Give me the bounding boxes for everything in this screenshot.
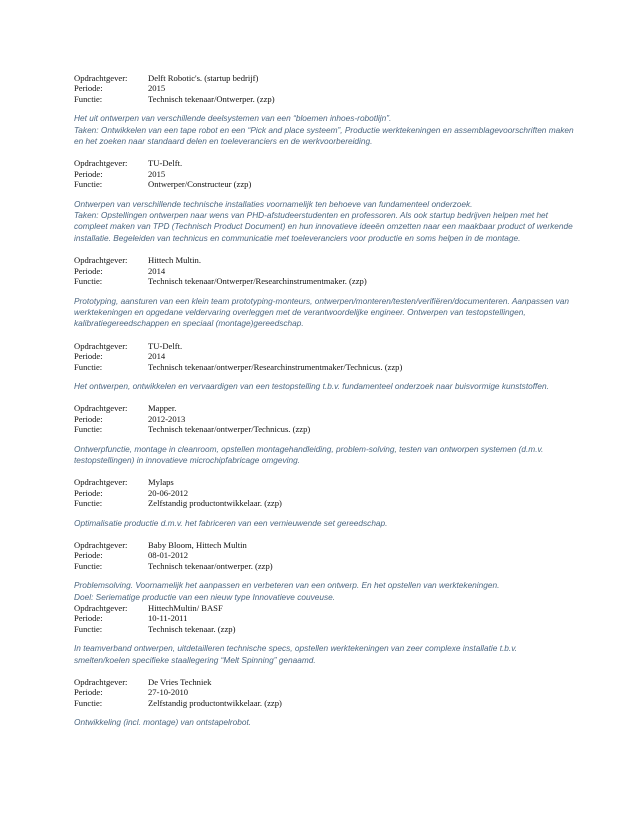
role-value: Technisch tekenaar/ontwerper/Researchinstrumentmaker/Technicus. (zzp) [148,361,403,372]
client-row [74,677,574,687]
role-label: Functie: [74,560,103,571]
description-paragraph: Taken: Ontwikkelen van een tape robot en een “Pick and place systeem”, Productie werktekeningen en assemblagevoorschriften maken en het zoeken naar standaard delen en toeleveranciers en de werkvoorbereiding. [74,124,574,147]
role-value: Technisch tekenaar/Ontwerper. (zzp) [148,93,275,104]
client-value: TU-Delft. [148,158,183,169]
period-label: Periode: [74,613,103,624]
client-value: TU-Delft. [148,340,183,351]
description-paragraph: Ontwikkeling (incl. montage) van ontstapelrobot. [74,717,252,728]
period-value: 08-01-2012 [148,550,189,561]
role-row [74,498,574,508]
role-value: Technisch tekenaar/ontwerper/Technicus. (zzp) [148,424,311,435]
role-value: Zelfstandig productontwikkelaar. (zzp) [148,498,282,509]
experience-entry [74,255,574,329]
period-label: Periode: [74,351,103,362]
period-row [74,687,574,697]
period-row [74,351,574,361]
client-value: HittechMultin/ BASF [148,603,223,614]
client-label: Opdrachtgever: [74,255,128,266]
client-label: Opdrachtgever: [74,340,128,351]
role-label: Functie: [74,276,103,287]
period-row [74,414,574,424]
client-label: Opdrachtgever: [74,73,128,83]
role-row [74,698,574,708]
client-value: Mylaps [148,477,174,488]
entry-description [74,296,574,330]
period-label: Periode: [74,687,103,698]
entry-description [74,199,574,245]
period-row [74,613,574,623]
role-value: Technisch tekenaar/Ontwerper/Researchinstrumentmaker. (zzp) [148,276,367,287]
description-paragraph: Doel: Seriematige productie van een nieuw type Innovatieve couveuse. [74,591,336,602]
description-paragraph: Ontwerpfunctie, montage in cleanroom, opstellen montagehandleiding, problem-solving, testen van ontworpen systemen (d.m.v. testopstellingen) in innovatieve microchipfabricage omgeving. [74,443,544,465]
experience-entry [74,677,574,729]
experience-entry [74,403,574,466]
client-row [74,73,574,83]
client-value: Baby Bloom, Hittech Multin [148,540,247,550]
role-row [74,362,574,372]
period-label: Periode: [74,413,103,424]
role-row [74,561,574,571]
period-label: Periode: [74,265,103,276]
description-paragraph: Taken: Opstellingen ontwerpen naar wens van PHD-afstudeerstudenten en professoren. Als ook startup bedrijven helpen met het compleet maken van TPD (Technisch Product Document) en hun innovatieve ideeën omzetten naar een maakbaar product of werkende installatie. Begeleiden van technicus en communicatie met toeleveranciers voor productie en soms helpen in de montage. [74,210,573,243]
period-row [74,550,574,560]
client-row [74,403,574,413]
client-label: Opdrachtgever: [74,603,128,614]
period-value: 10-11-2011 [148,613,188,624]
period-row [74,83,574,93]
role-value: Zelfstandig productontwikkelaar. (zzp) [148,697,282,708]
client-label: Opdrachtgever: [74,540,128,550]
experience-entry [74,477,574,529]
period-value: 2012-2013 [148,413,186,424]
period-row [74,169,574,179]
role-row [74,179,574,189]
role-value: Technisch tekenaar. (zzp) [148,623,236,634]
description-paragraph: Prototyping, aansturen van een klein team prototyping-monteurs, ontwerpen/monteren/testen/verifiëren/documenteren. Aanpassen van werktekeningen en opgedane veldervaring overleggen met de verantwoordelijke engineer. Ontwerpen van testopstellingen, kalibratiegereedschappen en speciaal (montage)gereedschap. [74,295,570,329]
role-row [74,624,574,634]
client-label: Opdrachtgever: [74,403,128,414]
client-value: Delft Robotic's. (startup bedrijf) [148,73,259,83]
client-label: Opdrachtgever: [74,677,128,688]
client-row [74,603,574,613]
role-label: Functie: [74,424,103,435]
role-row [74,94,574,104]
period-value: 2015 [148,83,166,94]
role-label: Functie: [74,93,103,104]
period-label: Periode: [74,83,103,94]
client-row [74,158,574,168]
role-row [74,424,574,434]
description-paragraph: Het ontwerpen, ontwikkelen en vervaardigen van een testopstelling t.b.v. fundamenteel onderzoek naar buisvormige kunststoffen. [74,380,549,391]
client-row [74,540,574,550]
experience-entry [74,73,574,147]
period-label: Periode: [74,550,103,561]
experience-entry [74,540,574,603]
cv-experience-section [74,73,574,740]
description-paragraph: Optimalisatie productie d.m.v. het fabriceren van een vernieuwende set gereedschap. [74,517,388,528]
experience-entry [74,341,574,393]
role-label: Functie: [74,361,103,372]
client-label: Opdrachtgever: [74,477,128,488]
period-label: Periode: [74,487,103,498]
description-paragraph: Het uit ontwerpen van verschillende deelsystemen van een “bloemen inhoes-robotlijn”. [74,113,392,124]
entry-description [74,518,574,529]
period-value: 27-10-2010 [148,687,189,698]
entry-description [74,580,574,603]
role-label: Functie: [74,623,103,634]
experience-entry [74,603,574,666]
role-label: Functie: [74,179,103,190]
client-label: Opdrachtgever: [74,158,128,169]
role-value: Ontwerper/Constructeur (zzp) [148,179,252,190]
role-label: Functie: [74,498,103,509]
experience-entry [74,158,574,244]
period-value: 2014 [148,265,166,276]
period-label: Periode: [74,168,103,179]
entry-description [74,444,574,467]
description-paragraph: In teamverband ontwerpen, uitdetailleren technische specs, opstellen werktekeningen van zeer complexe installatie t.b.v. smelten/koelen specifieke staallegering “Melt Spinning” genaamd. [74,643,518,665]
client-row [74,255,574,265]
role-value: Technisch tekenaar/ontwerper. (zzp) [148,560,273,571]
entry-description [74,643,574,666]
period-value: 2015 [148,168,166,179]
entry-description [74,113,574,147]
entry-description [74,717,574,728]
description-paragraph: Ontwerpen van verschillende technische installaties voornamelijk ten behoeve van fundamenteel onderzoek. [74,198,473,209]
description-paragraph: Problemsolving. Voornamelijk het aanpassen en verbeteren van een ontwerp. En het opstellen van werktekeningen. [74,580,500,591]
client-value: Mapper. [148,403,177,414]
entry-description [74,381,574,392]
client-value: Hittech Multin. [148,255,201,266]
client-row [74,477,574,487]
role-row [74,276,574,286]
client-value: De Vries Techniek [148,677,212,688]
client-row [74,341,574,351]
period-value: 20-06-2012 [148,487,189,498]
period-row [74,266,574,276]
role-label: Functie: [74,697,103,708]
period-value: 2014 [148,351,166,362]
period-row [74,488,574,498]
